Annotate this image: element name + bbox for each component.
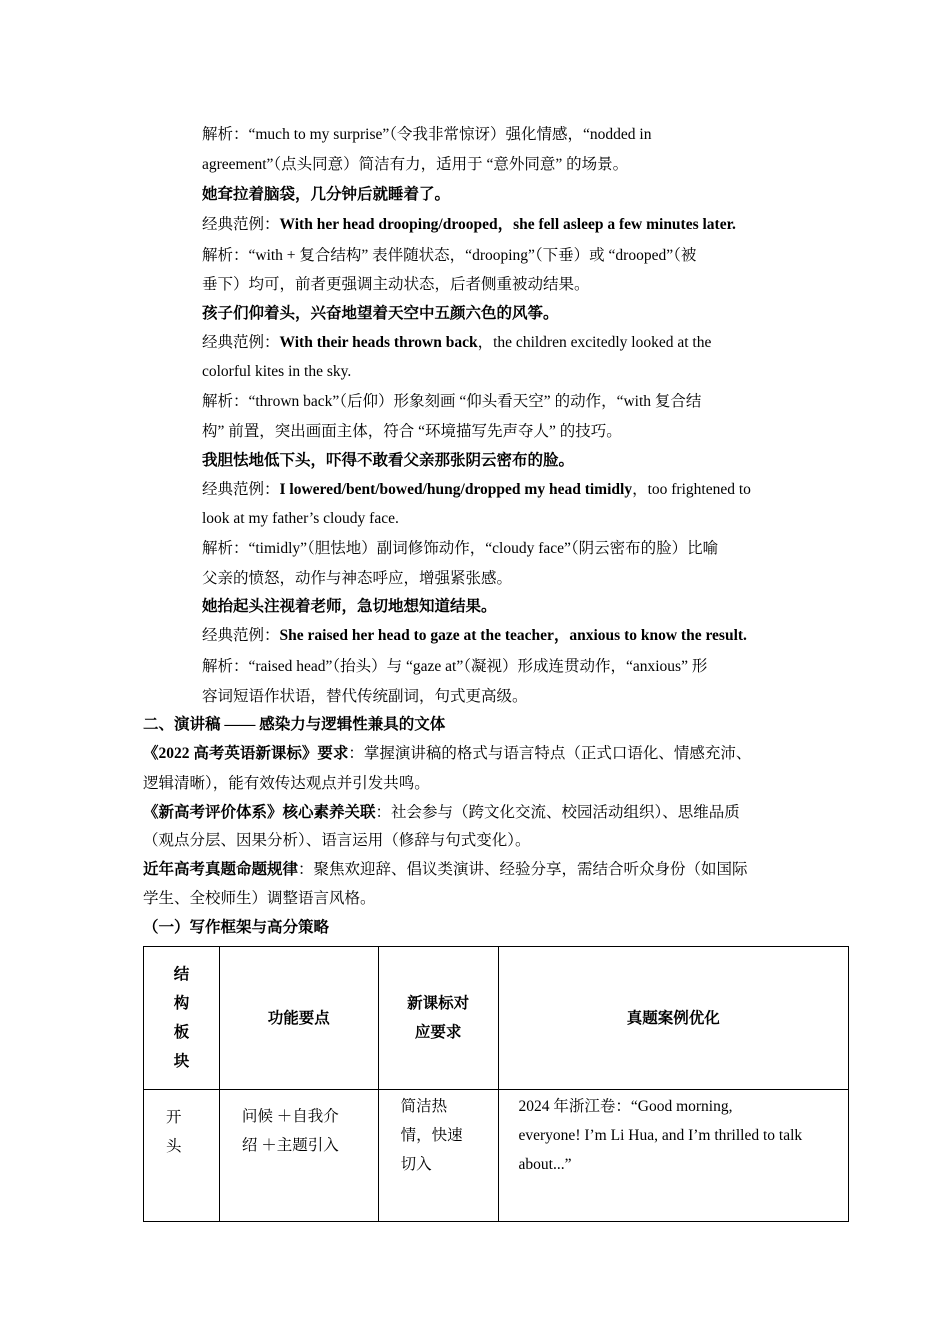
cell-char: 开 <box>166 1109 182 1126</box>
analysis-line: 解析：“raised head”（抬头）与 “gaze at”（凝视）形成连贯动作，“anxious” 形 <box>202 658 708 675</box>
example-prefix: 经典范例： <box>202 216 280 233</box>
header-line: 应要求 <box>414 1024 462 1041</box>
header-char: 块 <box>173 1053 190 1070</box>
header-cell-case <box>498 947 848 1090</box>
requirement-label: 《新高考评价体系》核心素养关联 <box>143 804 376 821</box>
prompt-sentence <box>202 451 574 471</box>
header-line: 新课标对 <box>407 995 470 1012</box>
prompt-text: 我胆怯地低下头，吓得不敢看父亲那张阴云密布的脸。 <box>202 452 575 469</box>
requirement-label: 《2022 高考英语新课标》要求 <box>143 745 349 762</box>
example-rest: ，the children excitedly looked at the <box>477 334 712 351</box>
example-line <box>202 626 747 646</box>
header-char: 构 <box>173 995 190 1012</box>
prompt-text: 孩子们仰着头，兴奋地望着天空中五颜六色的风筝。 <box>202 305 559 322</box>
subsection-heading-text: （一）写作框架与高分策略 <box>143 919 330 936</box>
requirement-text: ：社会参与（跨文化交流、校园活动组织）、思维品质 <box>375 804 740 821</box>
example-text: She raised her head to gaze at the teacher，anxious to know the result. <box>279 627 747 644</box>
example-line: colorful kites in the sky. <box>202 363 352 380</box>
requirement-line <box>143 860 748 880</box>
requirement-label: 近年高考真题命题规律 <box>143 861 299 878</box>
requirement-line <box>143 744 751 764</box>
analysis-line: 解析：“timidly”（胆怯地）副词修饰动作，“cloudy face”（阴云密布的脸）比喻 <box>202 540 719 557</box>
header-text <box>379 989 498 1047</box>
row-cell-function <box>219 1090 378 1222</box>
analysis-line: 解析：“with + 复合结构” 表伴随状态，“drooping”（下垂）或 “drooped”（被 <box>202 247 697 264</box>
section-heading-text: 二、演讲稿 —— 感染力与逻辑性兼具的文体 <box>143 716 446 733</box>
cell-line: 绍 ＋主题引入 <box>241 1137 339 1154</box>
example-line <box>202 333 711 353</box>
prompt-text: 她耷拉着脑袋，几分钟后就睡着了。 <box>202 186 451 203</box>
cell-char: 头 <box>166 1138 182 1155</box>
analysis-line: 父亲的愤怒，动作与神态呼应，增强紧张感。 <box>202 570 513 587</box>
example-text: I lowered/bent/bowed/hung/dropped my head timidly <box>279 481 633 498</box>
example-line: look at my father’s cloudy face. <box>202 510 399 527</box>
cell-line: about...” <box>518 1156 572 1173</box>
cell-line: 问候 ＋自我介 <box>241 1108 339 1125</box>
analysis-line: 构” 前置，突出画面主体，符合 “环境描写先声夺人” 的技巧。 <box>202 423 622 440</box>
header-char: 板 <box>173 1024 190 1041</box>
requirement-line <box>143 803 740 823</box>
cell-text <box>220 1102 378 1160</box>
table-header-row <box>144 947 849 1090</box>
row-cell-structure <box>144 1090 220 1222</box>
cell-text <box>144 1103 219 1161</box>
header-text: 功能要点 <box>267 1009 330 1027</box>
requirement-text: ：掌握演讲稿的格式与语言特点（正式口语化、情感充沛、 <box>348 745 752 762</box>
cell-line: 切入 <box>400 1156 432 1173</box>
header-cell-structure <box>144 947 220 1090</box>
analysis-line: agreement”（点头同意）简洁有力，适用于 “意外同意” 的场景。 <box>202 156 629 173</box>
header-text: 真题案例优化 <box>626 1009 720 1027</box>
cell-line: 情，快速 <box>400 1127 463 1144</box>
analysis-line: 解析：“thrown back”（后仰）形象刻画 “仰头看天空” 的动作，“with 复合结 <box>202 393 702 410</box>
row-cell-standard <box>378 1090 498 1222</box>
requirement-line: 学生、全校师生）调整语言风格。 <box>143 890 376 907</box>
example-text: With her head drooping/drooped，she fell asleep a few minutes later. <box>279 216 736 233</box>
requirement-line: （观点分层、因果分析）、语言运用（修辞与句式变化）。 <box>143 832 531 849</box>
analysis-line: 容词短语作状语，替代传统副词，句式更高级。 <box>202 688 528 705</box>
row-cell-case <box>498 1090 848 1222</box>
example-prefix: 经典范例： <box>202 334 280 351</box>
header-cell-standard <box>378 947 498 1090</box>
cell-text <box>499 1092 848 1179</box>
cell-text <box>379 1092 498 1179</box>
example-prefix: 经典范例： <box>202 627 280 644</box>
analysis-line: 垂下）均可，前者更强调主动状态，后者侧重被动结果。 <box>202 276 590 293</box>
requirement-line: 逻辑清晰），能有效传达观点并引发共鸣。 <box>143 775 430 792</box>
example-rest: ，too frightened to <box>632 481 751 498</box>
framework-table <box>143 946 849 1222</box>
header-stack <box>144 960 219 1076</box>
requirement-text: ：聚焦欢迎辞、倡议类演讲、经验分享，需结合听众身份（如国际 <box>298 861 748 878</box>
cell-line: everyone! I’m Li Hua, and I’m thrilled to talk <box>518 1127 803 1144</box>
example-line <box>202 215 736 235</box>
cell-line: 2024 年浙江卷：“Good morning, <box>518 1098 733 1115</box>
example-line <box>202 480 751 500</box>
prompt-sentence <box>202 304 559 324</box>
section-heading <box>143 715 445 735</box>
prompt-text: 她抬起头注视着老师，急切地想知道结果。 <box>202 598 497 615</box>
prompt-sentence <box>202 185 450 205</box>
subsection-heading <box>143 918 329 938</box>
example-prefix: 经典范例： <box>202 481 280 498</box>
analysis-line: 解析：“much to my surprise”（令我非常惊讶）强化情感，“nodded in <box>202 126 652 143</box>
cell-line: 简洁热 <box>400 1098 448 1115</box>
header-cell-function <box>219 947 378 1090</box>
table-row <box>144 1090 849 1222</box>
header-char: 结 <box>173 966 190 983</box>
prompt-sentence <box>202 597 497 617</box>
example-text: With their heads thrown back <box>279 334 478 351</box>
